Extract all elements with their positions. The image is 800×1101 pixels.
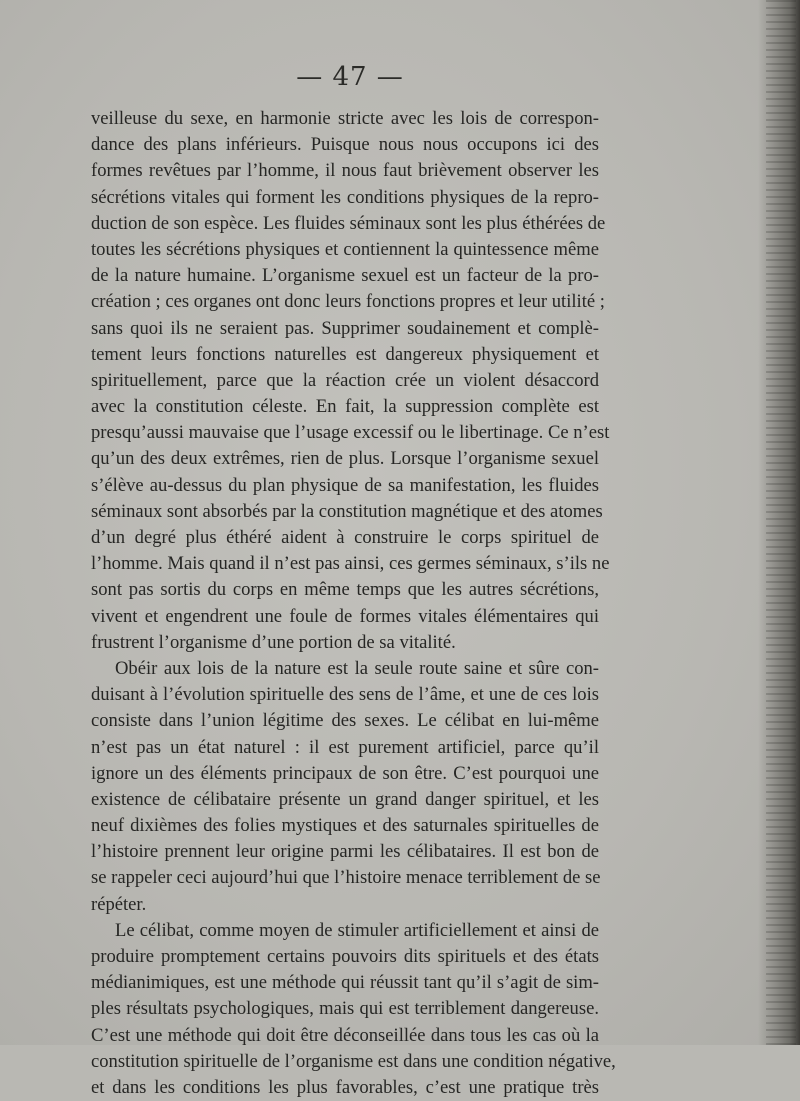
text-line: et dans les conditions les plus favorables, c’est une pratique très (91, 1076, 599, 1098)
text-line: de la nature humaine. L’organisme sexuel est un facteur de la pro- (91, 265, 599, 287)
text-line: neuf dixièmes des folies mystiques et des saturnales spirituelles de (91, 815, 599, 837)
text-line: vivent et engendrent une foule de formes vitales élémentaires qui (91, 605, 599, 627)
paragraph (91, 106, 610, 656)
text-line: duction de son espèce. Les fluides séminaux sont les plus éthérées de (91, 212, 606, 234)
paragraph (91, 918, 616, 1101)
text-line: l’homme. Mais quand il n’est pas ainsi, ces germes séminaux, s’ils ne (91, 553, 610, 575)
body-text (91, 106, 616, 1101)
page-edge-stack (766, 0, 796, 1045)
text-line: duisant à l’évolution spirituelle des sens de l’âme, et une de ces lois (91, 684, 599, 706)
text-line: se rappeler ceci aujourd’hui que l’histoire menace terriblement de se (91, 867, 601, 889)
text-line: veilleuse du sexe, en harmonie stricte avec les lois de correspon- (91, 108, 599, 129)
text-line: sont pas sortis du corps en même temps que les autres sécrétions, (91, 579, 599, 601)
text-line: presqu’aussi mauvaise que l’usage excessif ou le libertinage. Ce n’est (91, 422, 610, 444)
text-line: ples résultats psychologiques, mais qui est terriblement dangereuse. (91, 998, 599, 1020)
text-line: sécrétions vitales qui forment les conditions physiques de la repro- (91, 186, 599, 208)
text-line: n’est pas un état naturel : il est purement artificiel, parce qu’il (91, 736, 599, 758)
text-line: avec la constitution céleste. En fait, la suppression complète est (91, 396, 599, 418)
text-line: Le célibat, comme moyen de stimuler artificiellement et ainsi de (115, 919, 599, 941)
paragraph (91, 656, 599, 918)
text-line: répéter. (91, 893, 147, 915)
page-number: — 47 — (296, 62, 404, 92)
text-line: toutes les sécrétions physiques et contiennent la quintessence même (91, 238, 599, 260)
text-line: ignore un des éléments principaux de son être. C’est pourquoi une (91, 762, 599, 784)
text-line: tement leurs fonctions naturelles est dangereux physiquement et (91, 343, 599, 365)
text-line: constitution spirituelle de l’organisme est dans une condition négative, (91, 1050, 616, 1072)
text-line: création ; ces organes ont donc leurs fonctions propres et leur utilité ; (91, 291, 605, 313)
text-line: d’un degré plus éthéré aident à construire le corps spirituel de (91, 527, 599, 548)
text-line: frustrent l’organisme d’une portion de sa vitalité. (91, 631, 456, 653)
text-line: médianimiques, est une méthode qui réussit tant qu’il s’agit de sim- (91, 972, 599, 994)
text-line: Obéir aux lois de la nature est la seule route saine et sûre con- (115, 657, 599, 679)
text-line: consiste dans l’union légitime des sexes. Le célibat en lui-même (91, 710, 599, 732)
text-line: s’élève au-dessus du plan physique de sa manifestation, les fluides (91, 474, 599, 496)
text-line: qu’un des deux extrêmes, rien de plus. Lorsque l’organisme sexuel (91, 448, 599, 470)
text-line: séminaux sont absorbés par la constitution magnétique et des atomes (91, 500, 603, 522)
text-line: produire promptement certains pouvoirs dits spirituels et des états (91, 946, 599, 967)
text-line: C’est une méthode qui doit être déconseillée dans tous les cas où la (91, 1024, 599, 1046)
text-line: sans quoi ils ne seraient pas. Supprimer soudainement et complè- (91, 317, 599, 339)
text-line: l’histoire prennent leur origine parmi les célibataires. Il est bon de (91, 841, 599, 863)
text-line: formes revêtues par l’homme, il nous faut brièvement observer les (91, 160, 599, 182)
text-line: existence de célibataire présente un grand danger spirituel, et les (91, 788, 599, 810)
text-line: spirituellement, parce que la réaction crée un violent désaccord (91, 369, 599, 391)
text-line: dance des plans inférieurs. Puisque nous nous occupons ici des (91, 134, 599, 156)
